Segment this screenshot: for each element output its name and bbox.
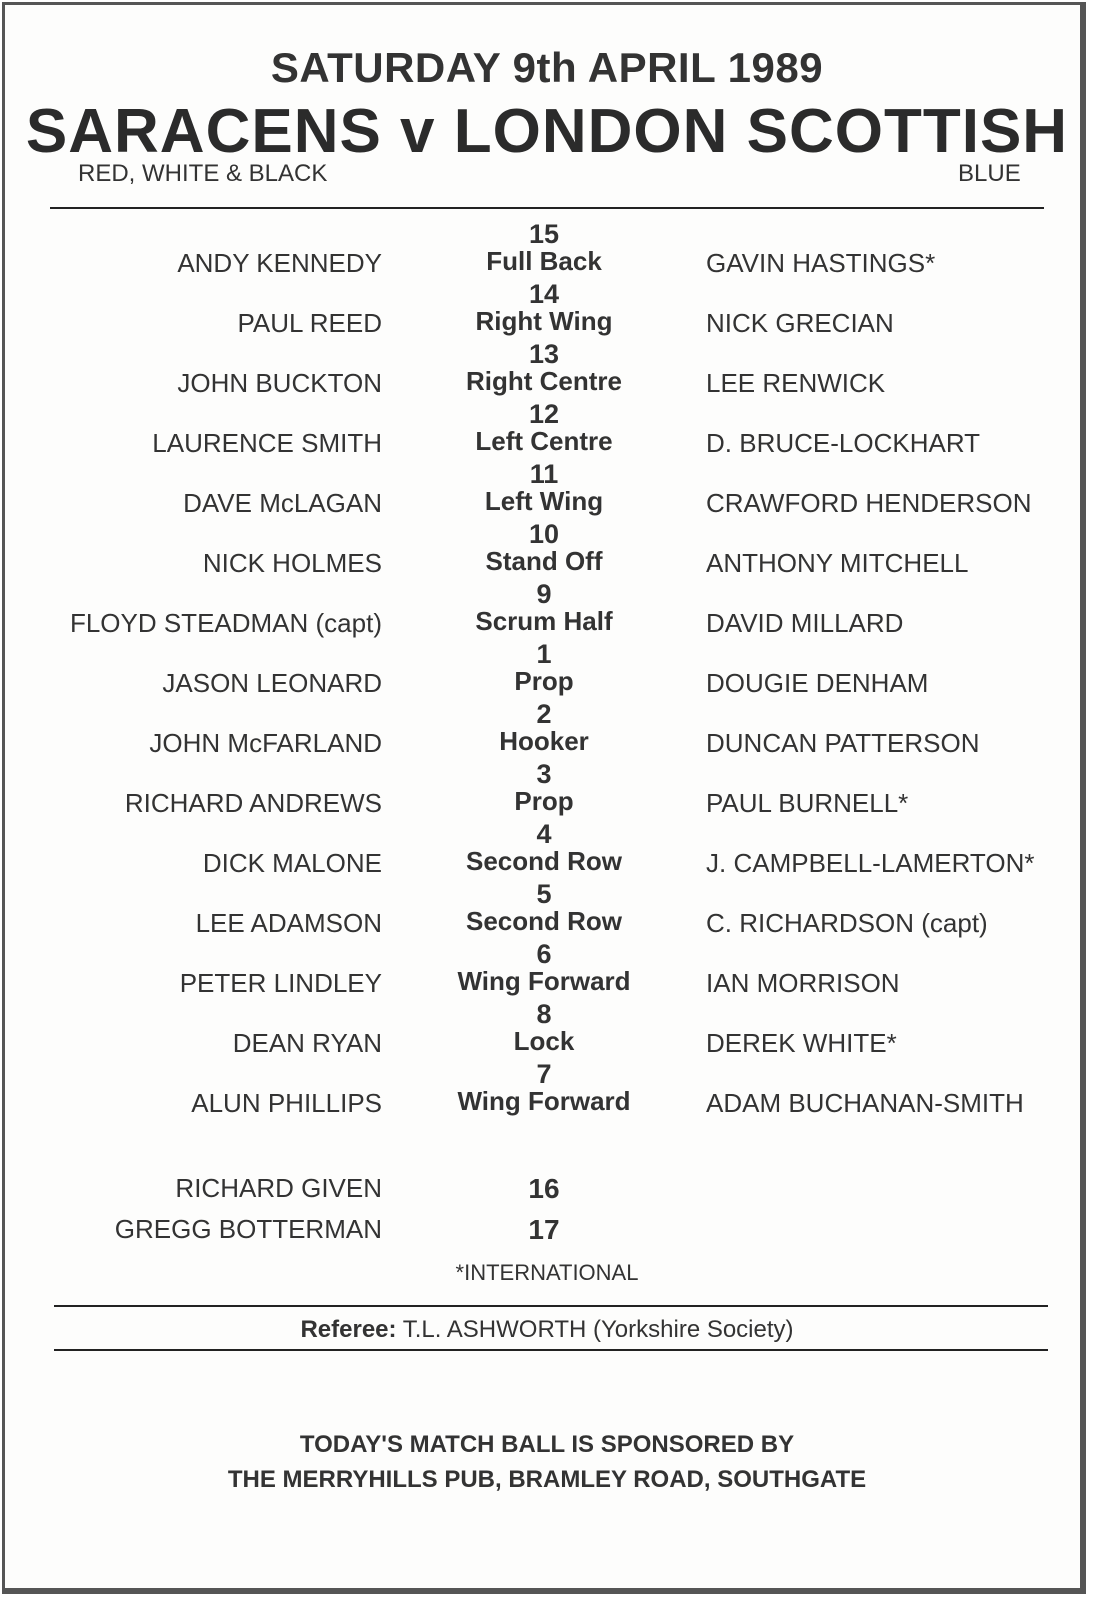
away-player: DAVID MILLARD <box>706 608 904 638</box>
substitutes-list <box>0 1173 1094 1255</box>
lineup-row <box>0 218 1094 278</box>
shirt-number: 3 <box>536 759 552 789</box>
away-player: J. CAMPBELL-LAMERTON* <box>706 848 1035 878</box>
shirt-number: 2 <box>536 699 552 729</box>
international-footnote: *INTERNATIONAL <box>455 1260 639 1285</box>
away-colours: BLUE <box>958 160 1021 187</box>
away-player: DUNCAN PATTERSON <box>706 728 980 758</box>
divider <box>54 1305 1048 1307</box>
shirt-number: 6 <box>536 939 552 969</box>
lineup-table <box>0 218 1094 1118</box>
lineup-row <box>0 398 1094 458</box>
match-date: SATURDAY 9th APRIL 1989 <box>270 44 824 91</box>
lineup-row <box>0 878 1094 938</box>
away-player: C. RICHARDSON (capt) <box>706 908 988 938</box>
sponsor-notice <box>0 1427 1094 1497</box>
shirt-number: 8 <box>536 999 552 1029</box>
lineup-row <box>0 278 1094 338</box>
home-player: ANDY KENNEDY <box>177 248 382 278</box>
referee-name: T.L. ASHWORTH (Yorkshire Society) <box>402 1316 794 1343</box>
position: Full Back <box>486 246 602 276</box>
position: Wing Forward <box>457 1086 631 1116</box>
shirt-number: 1 <box>536 639 552 669</box>
divider <box>54 1349 1048 1351</box>
divider <box>50 207 1044 209</box>
home-player: DICK MALONE <box>202 848 382 878</box>
away-player: PAUL BURNELL* <box>706 788 909 818</box>
lineup-row <box>0 998 1094 1058</box>
lineup-row <box>0 578 1094 638</box>
lineup-row <box>0 938 1094 998</box>
lineup-row <box>0 458 1094 518</box>
home-player: DEAN RYAN <box>232 1028 382 1058</box>
away-player: LEE RENWICK <box>706 368 886 398</box>
away-player: CRAWFORD HENDERSON <box>706 488 1032 518</box>
position: Scrum Half <box>475 606 613 636</box>
lineup-row <box>0 698 1094 758</box>
match-title: SARACENS v LONDON SCOTTISH <box>25 97 1069 166</box>
sponsor-line-2: THE MERRYHILLS PUB, BRAMLEY ROAD, SOUTHGATE <box>227 1466 867 1493</box>
away-player: ADAM BUCHANAN-SMITH <box>706 1088 1024 1118</box>
away-player: ANTHONY MITCHELL <box>706 548 969 578</box>
lineup-row <box>0 518 1094 578</box>
position: Lock <box>513 1026 575 1056</box>
away-player: DEREK WHITE* <box>706 1028 897 1058</box>
position: Left Centre <box>475 426 613 456</box>
lineup-row <box>0 818 1094 878</box>
substitute-player: GREGG BOTTERMAN <box>114 1214 382 1244</box>
shirt-number: 15 <box>528 219 560 249</box>
lineup-row <box>0 1058 1094 1118</box>
home-player: JOHN McFARLAND <box>149 728 382 758</box>
home-colours: RED, WHITE & BLACK <box>78 160 328 187</box>
position: Right Centre <box>466 366 622 396</box>
home-player: RICHARD ANDREWS <box>124 788 382 818</box>
lineup-row <box>0 758 1094 818</box>
shirt-number: 10 <box>528 519 560 549</box>
shirt-number: 12 <box>528 399 560 429</box>
lineup-row <box>0 638 1094 698</box>
away-player: IAN MORRISON <box>706 968 900 998</box>
substitute-number: 16 <box>528 1173 560 1204</box>
position: Prop <box>514 666 574 696</box>
home-player: PAUL REED <box>237 308 382 338</box>
home-player: LEE ADAMSON <box>195 908 382 938</box>
home-player: NICK HOLMES <box>202 548 382 578</box>
substitute-row <box>0 1214 1094 1255</box>
position: Second Row <box>465 846 622 876</box>
shirt-number: 9 <box>536 579 552 609</box>
home-player: ALUN PHILLIPS <box>191 1088 382 1118</box>
home-player: FLOYD STEADMAN (capt) <box>69 608 382 638</box>
shirt-number: 13 <box>528 339 560 369</box>
shirt-number: 5 <box>536 879 552 909</box>
away-player: GAVIN HASTINGS* <box>706 248 936 278</box>
position: Left Wing <box>484 486 604 516</box>
position: Stand Off <box>485 546 603 576</box>
home-player: DAVE McLAGAN <box>183 488 382 518</box>
shirt-number: 7 <box>536 1059 552 1089</box>
lineup-row <box>0 338 1094 398</box>
substitute-row <box>0 1173 1094 1214</box>
away-player: NICK GRECIAN <box>706 308 894 338</box>
position: Wing Forward <box>457 966 631 996</box>
home-player: LAURENCE SMITH <box>152 428 382 458</box>
substitute-number: 17 <box>528 1214 560 1245</box>
home-player: PETER LINDLEY <box>179 968 382 998</box>
referee-label: Referee: <box>300 1316 397 1343</box>
shirt-number: 14 <box>528 279 560 309</box>
position: Right Wing <box>475 306 613 336</box>
position: Prop <box>514 786 574 816</box>
home-player: JASON LEONARD <box>162 668 382 698</box>
referee-line <box>0 1316 1094 1344</box>
away-player: D. BRUCE-LOCKHART <box>706 428 981 458</box>
position: Hooker <box>499 726 589 756</box>
substitute-player: RICHARD GIVEN <box>175 1173 382 1203</box>
away-player: DOUGIE DENHAM <box>706 668 929 698</box>
shirt-number: 11 <box>529 459 559 489</box>
shirt-number: 4 <box>536 819 552 849</box>
position: Second Row <box>465 906 622 936</box>
home-player: JOHN BUCKTON <box>177 368 382 398</box>
sponsor-line-1: TODAY'S MATCH BALL IS SPONSORED BY <box>299 1431 795 1458</box>
